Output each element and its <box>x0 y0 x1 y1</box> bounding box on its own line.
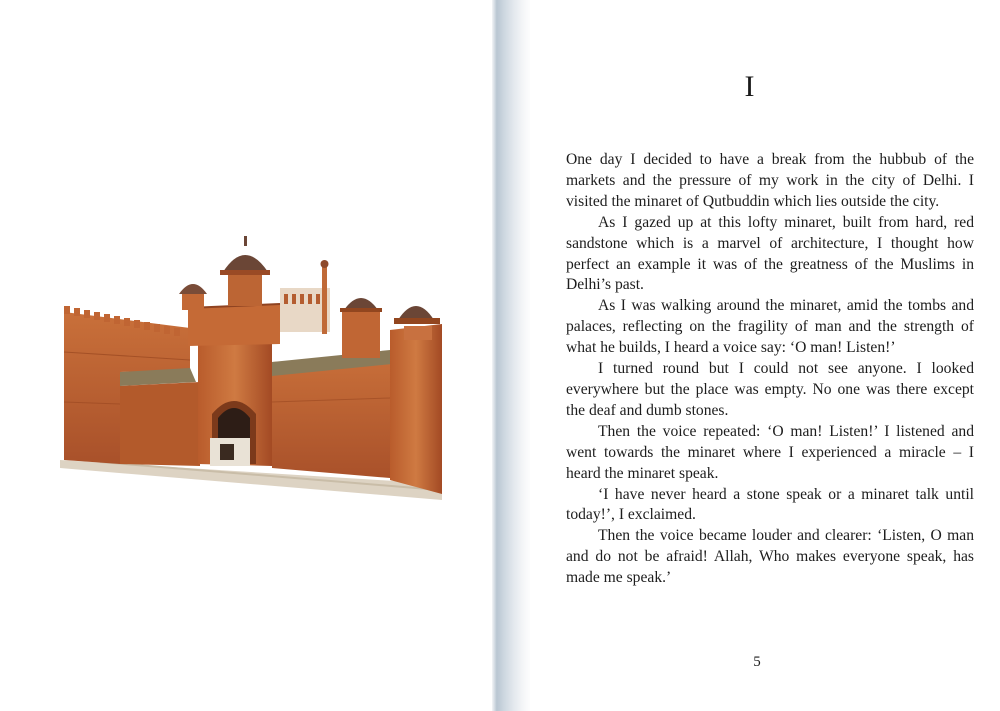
book-gutter <box>492 0 532 711</box>
chapter-text <box>566 150 974 589</box>
right-page <box>530 0 1000 711</box>
chapter-number: I <box>744 70 756 103</box>
paragraph: Then the voice became louder and clearer: ‘Listen, O man and do not be afraid! Allah, Who makes everyone speak, has made me speak.’ <box>566 527 974 587</box>
page-number: 5 <box>753 654 761 670</box>
paragraph: As I was walking around the minaret, amid the tombs and palaces, reflecting on the fragility of man and the strength of what he builds, I heard a voice say: ‘O man! Listen!’ <box>566 297 974 357</box>
paragraph: One day I decided to have a break from the hubbub of the markets and the pressure of my work in the city of Delhi. I visited the minaret of Qutbuddin which lies outside the city. <box>566 151 974 210</box>
paragraph: ‘I have never heard a stone speak or a minaret talk until today!’, I exclaimed. <box>566 485 974 524</box>
paragraph: Then the voice repeated: ‘O man! Listen!’ I listened and went towards the minaret where I experienced a miracle – I heard the minaret speak. <box>566 422 974 482</box>
paragraph: As I gazed up at this lofty minaret, built from hard, red sandstone which is a marvel of architecture, I thought how perfect an example it was of the greatness of the Muslims in Delhi’s past. <box>566 213 974 294</box>
paragraph: I turned round but I could not see anyone. I looked everywhere but the place was empty. No one was there except the deaf and dumb stones. <box>566 360 974 419</box>
fort-illustration <box>60 232 442 507</box>
left-page <box>0 0 496 711</box>
